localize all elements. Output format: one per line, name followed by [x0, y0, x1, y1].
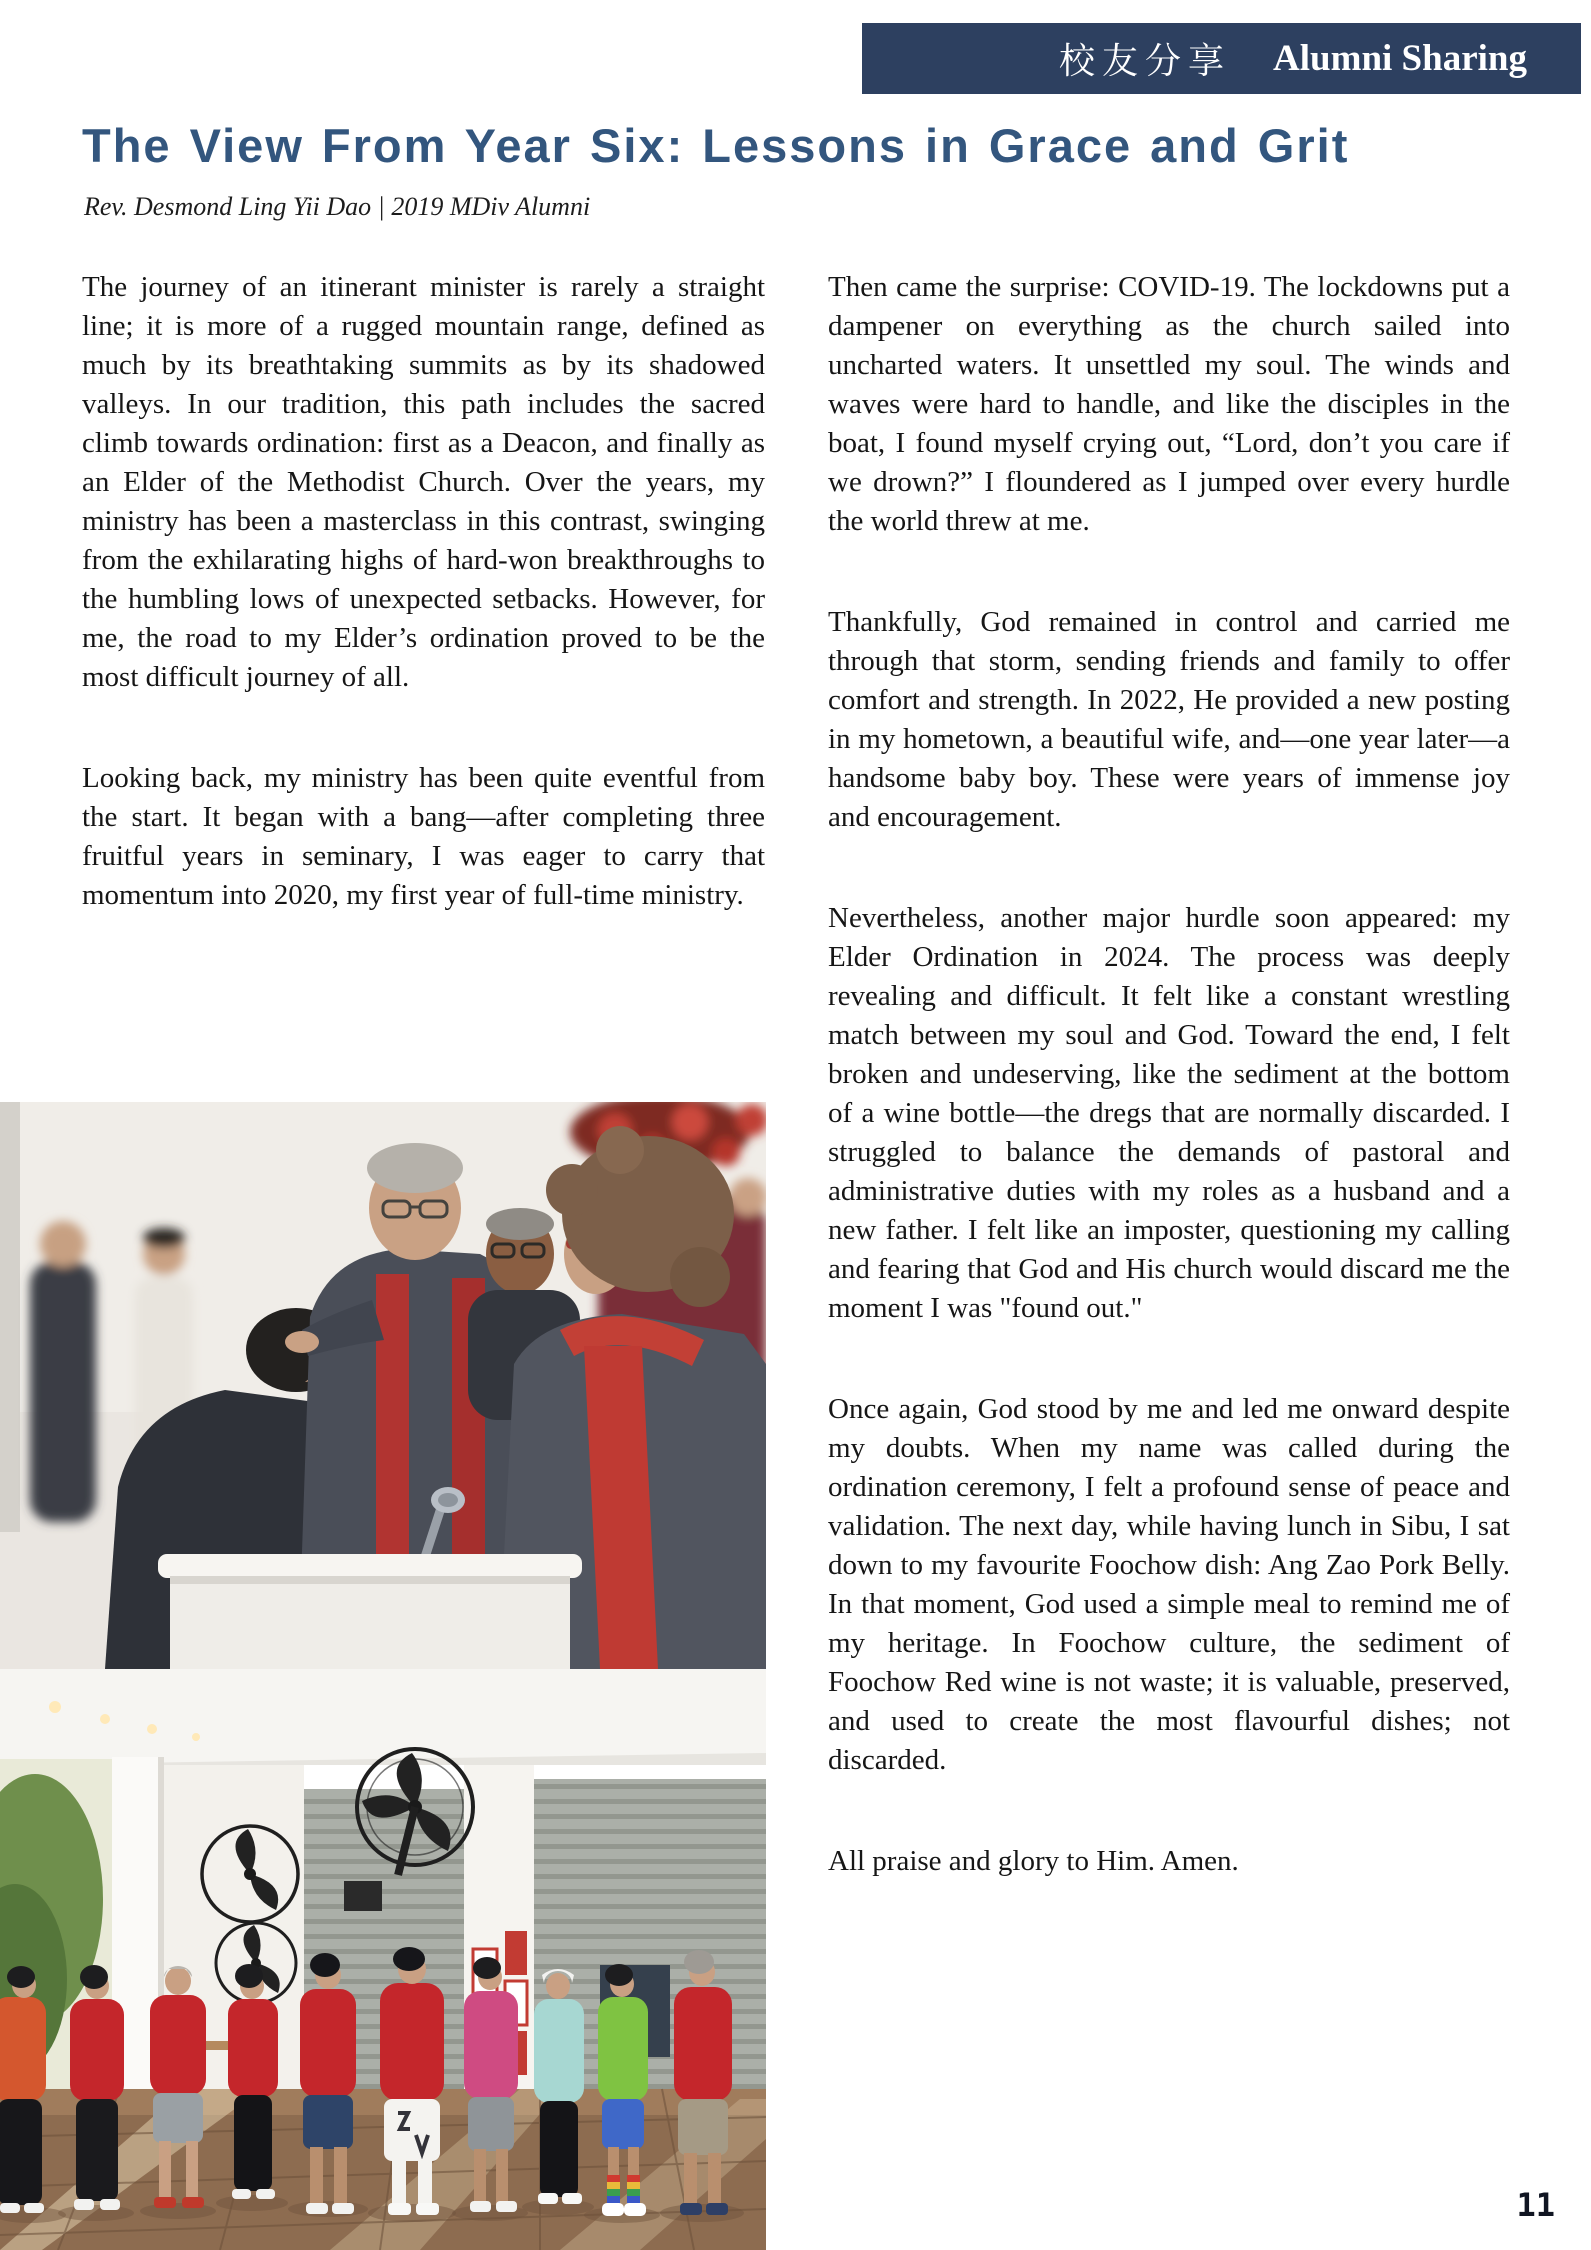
header-banner [862, 23, 1581, 94]
page-number: 11 [1516, 2186, 1555, 2224]
body-paragraph: The journey of an itinerant minister is rarely a straight line; it is more of a rugged mountain range, defined as much by its breathtaking summits as by its shadowed valleys. In our tradition, this path includes the sacred climb towards ordination: first as a Deacon, and finally as an Elder of the Methodist Church. Over the years, my ministry has been a masterclass in this contrast, swinging from the exhilarating highs of hard-won breakthroughs to the humbling lows of unexpected setbacks. However, for me, the road to my Elder’s ordination proved to be the most difficult journey of all. [82, 271, 765, 693]
article-title: The View From Year Six: Lessons in Grace and Grit [82, 119, 1350, 172]
banner-english-label: Alumni Sharing [1273, 38, 1527, 79]
article-byline: Rev. Desmond Ling Yii Dao | 2019 MDiv Alumni [84, 192, 591, 221]
body-paragraph: Thankfully, God remained in control and carried me through that storm, sending friends and family to offer comfort and strength. In 2022, He provided a new posting in my hometown, a beautiful wife, and—one year later—a handsome baby boy. These were years of immense joy and encouragement. [828, 606, 1510, 833]
ordination-ceremony-photo [0, 1102, 766, 1669]
right-column [828, 268, 1510, 1881]
group-prayer-photo [0, 1669, 766, 2250]
body-paragraph: Looking back, my ministry has been quite eventful from the start. It began with a bang—after completing three fruitful years in seminary, I was eager to carry that momentum into 2020, my first year of full-time ministry. [82, 762, 765, 911]
body-paragraph: Then came the surprise: COVID-19. The lockdowns put a dampener on everything as the church sailed into uncharted waters. It unsettled my soul. The winds and waves were hard to handle, and like the disciples in the boat, I found myself crying out, “Lord, don’t you care if we drown?” I floundered as I jumped over every hurdle the world threw at me. [828, 271, 1510, 537]
banner-chinese-label: 校友分享 [1059, 41, 1232, 81]
body-paragraph: Once again, God stood by me and led me onward despite my doubts. When my name was called during the ordination ceremony, I felt a profound sense of peace and validation. The next day, while having lunch in Sibu, I sat down to my favourite Foochow dish: Ang Zao Pork Belly. In that moment, God used a simple meal to remind me of my heritage. In Foochow culture, the sediment of Foochow Red wine is not waste; it is valuable, preserved, and used to create the most flavourful dishes; not discarded. [828, 1393, 1510, 1776]
body-paragraph: Nevertheless, another major hurdle soon appeared: my Elder Ordination in 2024. The process was deeply revealing and difficult. It felt like a constant wrestling match between my soul and God. Toward the end, I felt broken and undeserving, like the sediment at the bottom of a wine bottle—the dregs that are normally discarded. I struggled to balance the demands of pastoral and administrative duties with my roles as a husband and a new father. I felt like an imposter, questioning my calling and fearing that God and His church would discard me the moment I was "found out." [828, 902, 1510, 1324]
body-paragraph: All praise and glory to Him. Amen. [828, 1845, 1239, 1877]
